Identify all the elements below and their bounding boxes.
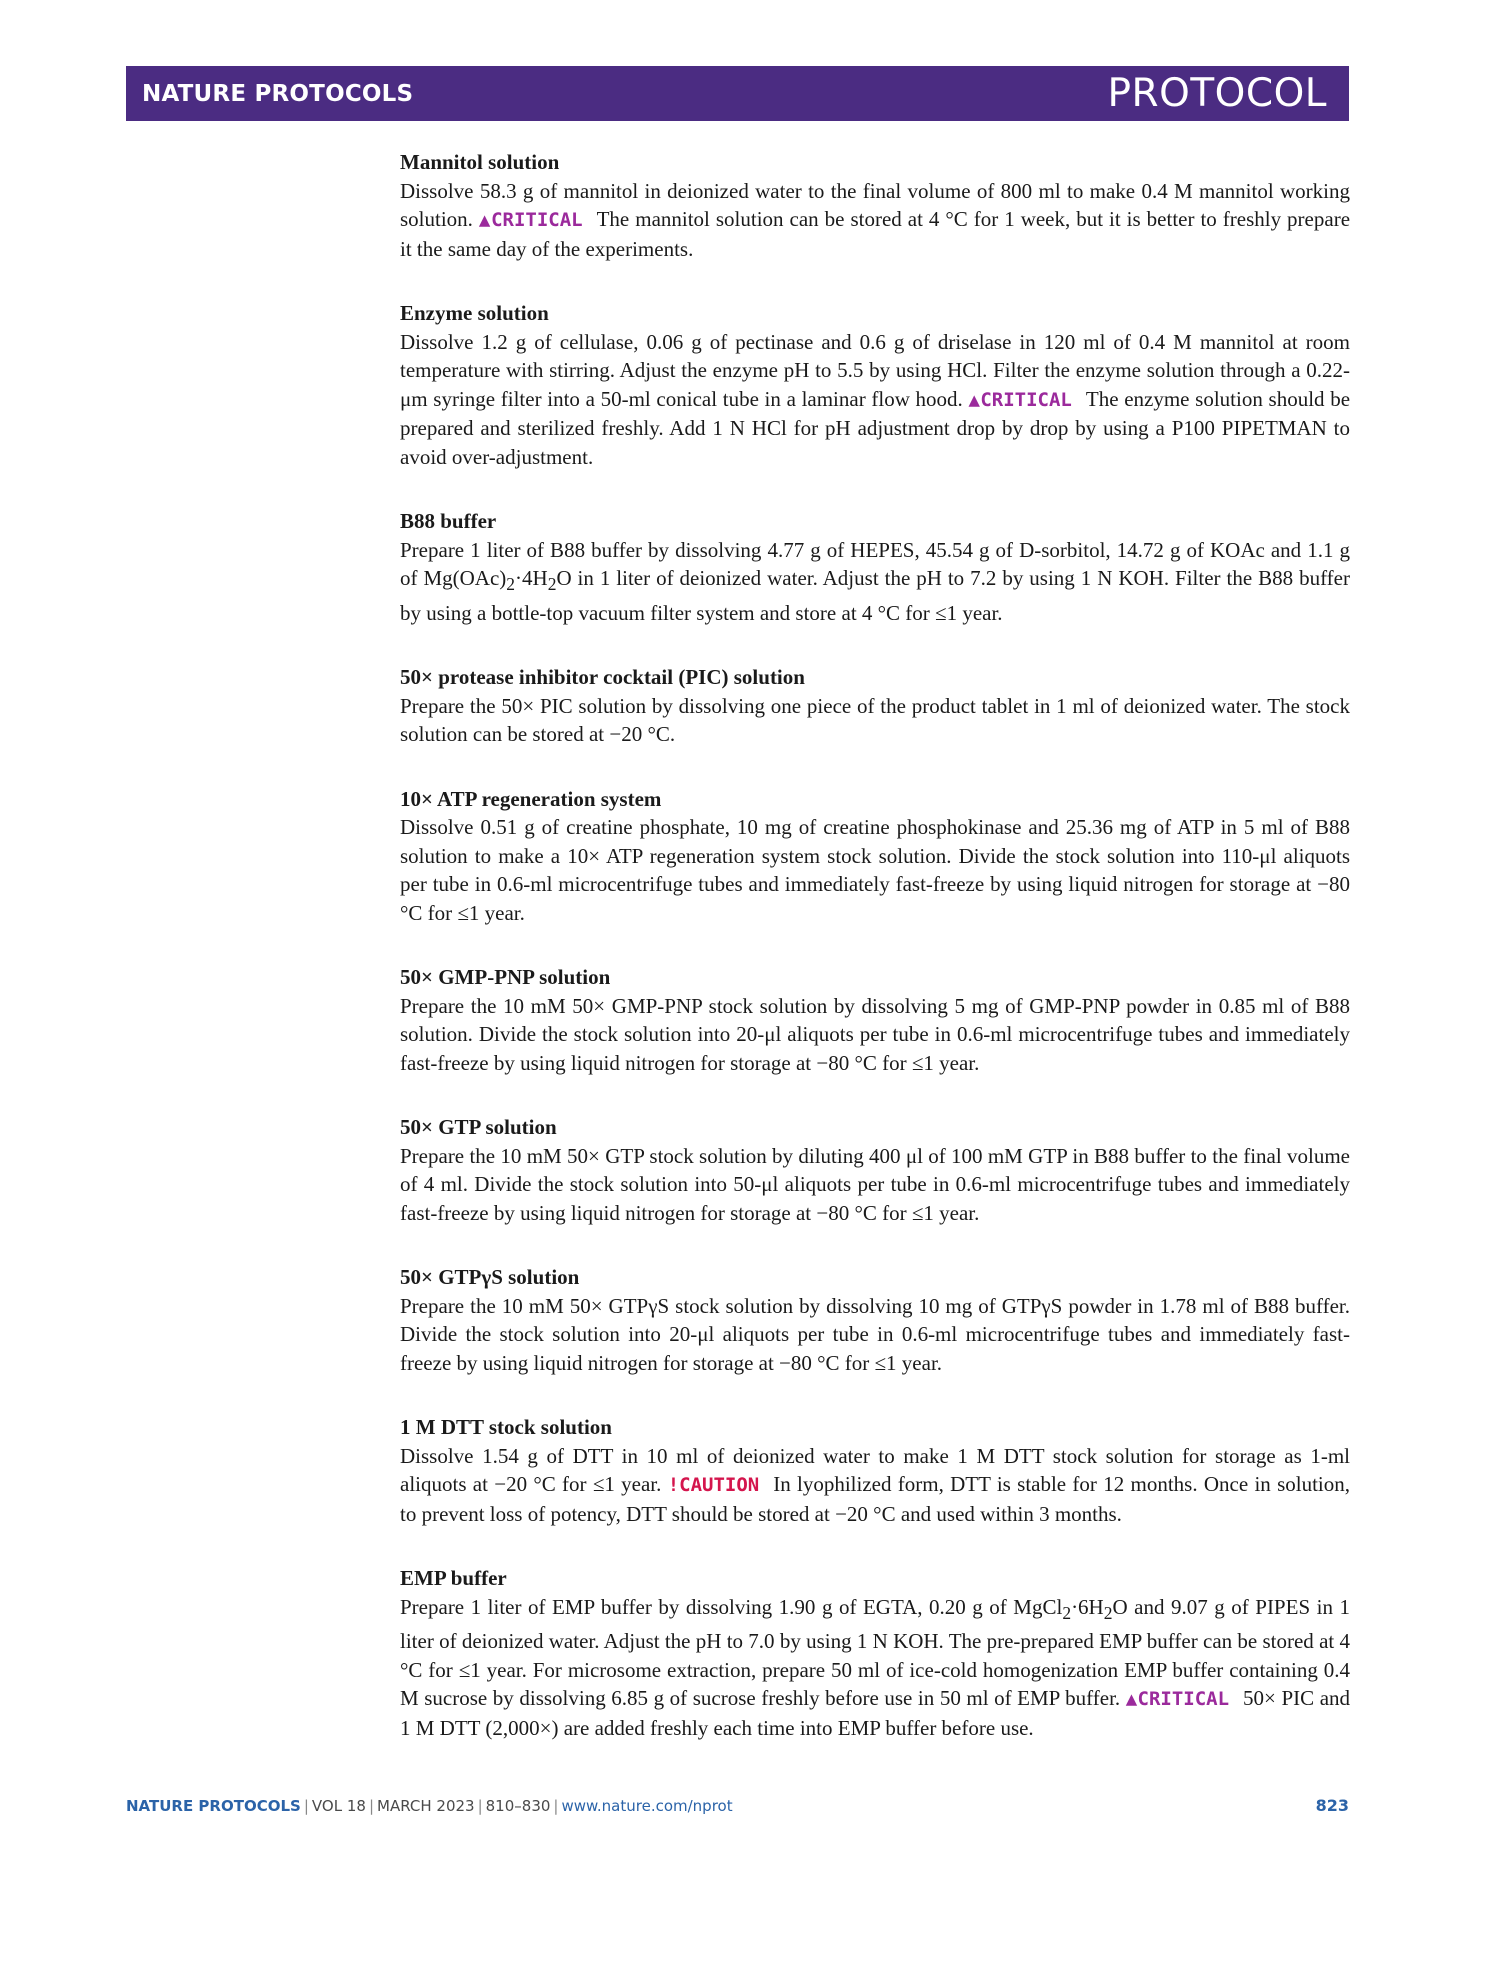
section-mannitol (400, 148, 1350, 263)
journal-header-bar (126, 66, 1349, 121)
journal-name: NATURE PROTOCOLS (142, 80, 414, 107)
body-text: The enzyme solution should be prepared and sterilized freshly. Add 1 N HCl for pH adjustment drop by drop by using a P100 PIPETMAN to avoid over-adjustment. (400, 386, 1351, 469)
section-title: 50× GTPγS solution (400, 1265, 580, 1290)
footer-volume: VOL 18 (311, 1796, 366, 1815)
section-atp (400, 785, 1350, 928)
section-title: 1 M DTT stock solution (400, 1415, 612, 1440)
section-title: Enzyme solution (400, 301, 549, 325)
body-text: Dissolve 1.2 g of cellulase, 0.06 g of pectinase and 0.6 g of driselase in 120 ml of 0.4 M mannitol at room temperature with stirring. Adjust the enzyme pH to 5.5 by using HCl. Filter the enzyme solution through a 0.22-μm syringe filter into a 50-ml conical tube in a laminar flow hood. (400, 329, 1350, 411)
footer-url-link[interactable]: www.nature.com/nprot (561, 1796, 733, 1815)
reagent-setup-content (400, 148, 1350, 1778)
caution-flag: !CAUTION (667, 1474, 760, 1497)
section-body: Prepare the 10 mM 50× GTP stock solution by diluting 400 μl of 100 mM GTP in B88 buffer to the final volume of 4 ml. Divide the stock solution into 50-μl aliquots per tube in 0.6-ml microcentrifuge tubes and immediately fast-freeze by using liquid nitrogen for storage at −80 °C for ≤1 year. (400, 1143, 1350, 1225)
section-title: Mannitol solution (400, 150, 560, 174)
body-text: Dissolve 58.3 g of mannitol in deionized water to the final volume of 800 ml to make 0.4 M mannitol working solution. (400, 178, 1350, 231)
footer-date: MARCH 2023 (377, 1796, 475, 1815)
footer-journal: NATURE PROTOCOLS (126, 1796, 301, 1815)
section-gtp (400, 1113, 1350, 1227)
section-gmp-pnp (400, 963, 1350, 1077)
page-footer (126, 1796, 1349, 1815)
section-gtpgs (400, 1263, 1350, 1377)
section-title: B88 buffer (400, 509, 497, 533)
section-title: EMP buffer (400, 1566, 507, 1591)
section-body: Dissolve 0.51 g of creatine phosphate, 10 mg of creatine phosphokinase and 25.36 mg of ATP in 5 ml of B88 solution to make a 10× ATP regeneration system stock solution. Divide the stock solution into 110-μl aliquots per tube in 0.6-ml microcentrifuge tubes and immediately fast-freeze by using liquid nitrogen for storage at −80 °C for ≤1 year. (400, 815, 1350, 925)
body-text: Dissolve 1.54 g of DTT in 10 ml of deionized water to make 1 M DTT stock solution for storage as 1-ml aliquots at −20 °C for ≤1 year. (400, 1443, 1350, 1497)
section-body: Prepare 1 liter of EMP buffer by dissolving 1.90 g of EGTA, 0.20 g of $MgCl_2\cdot 6H_2O$ and 9.07 g of PIPES in 1 liter of deionized water. Adjust the pH to 7.0 by using 1 N KOH. The pre-prepared EMP buffer can be stored at 4 °C for ≤1 year. For microsome extraction, prepare 50 ml of ice-cold homogenization EMP buffer containing 0.4 M sucrose by dissolving 6.85 g of sucrose freshly before use in 50 ml of EMP buffer. ▲CRITICAL 50× PIC and 1 M DTT (2,000×) are added freshly each time into EMP buffer before use. (400, 1594, 1351, 1740)
critical-flag: ▲CRITICAL (1125, 1688, 1230, 1711)
body-text: 50× PIC and 1 M DTT (2,000×) are added freshly each time into EMP buffer before use. (400, 1686, 1351, 1740)
critical-flag: ▲CRITICAL (478, 209, 583, 231)
section-pic (400, 663, 1350, 749)
section-title: 50× GMP-PNP solution (400, 965, 611, 990)
page-number: 823 (1315, 1796, 1349, 1815)
section-b88-buffer (400, 507, 1350, 627)
section-body: Prepare the 10 mM 50× GMP-PNP stock solution by dissolving 5 mg of GMP-PNP powder in 0.85 ml of B88 solution. Divide the stock solution into 20-μl aliquots per tube in 0.6-ml microcentrifuge tubes and immediately fast-freeze by using liquid nitrogen for storage at −80 °C for ≤1 year. (400, 993, 1350, 1075)
section-title: 50× GTP solution (400, 1115, 557, 1140)
body-text: In lyophilized form, DTT is stable for 12 months. Once in solution, to prevent loss of potency, DTT should be stored at −20 °C and used within 3 months. (400, 1472, 1351, 1526)
section-body (400, 1442, 1350, 1529)
body-text: The mannitol solution can be stored at 4 °C for 1 week, but it is better to freshly prepare it the same day of the experiments. (400, 207, 1351, 261)
section-body (400, 328, 1350, 472)
footer-pages: 810–830 (485, 1796, 551, 1815)
critical-flag: ▲CRITICAL (968, 388, 1072, 411)
section-body (400, 177, 1350, 264)
section-title: 10× ATP regeneration system (400, 786, 662, 811)
section-enzyme (400, 299, 1350, 471)
section-title: 50× protease inhibitor cocktail (PIC) solution (400, 665, 805, 690)
article-type: PROTOCOL (1107, 71, 1327, 116)
section-body: Prepare 1 liter of B88 buffer by dissolving 4.77 g of HEPES, 45.54 g of D-sorbitol, 14.72 g of KOAc and 1.1 g of $Mg(OAc)_2\cdot 4H_2O$ in 1 liter of deionized water. Adjust the pH to 7.2 by using 1 N KOH. Filter the B88 buffer by using a bottle-top vacuum filter system and store at 4 °C for ≤1 year. (400, 537, 1350, 625)
section-body: Prepare the 10 mM 50× GTPγS stock solution by dissolving 10 mg of GTPγS powder in 1.78 ml of B88 buffer. Divide the stock solution into 20-μl aliquots per tube in 0.6-ml microcentrifuge tubes and immediately fast-freeze by using liquid nitrogen for storage at −80 °C for ≤1 year. (400, 1293, 1350, 1375)
section-body: Prepare the 50× PIC solution by dissolving one piece of the product tablet in 1 ml of deionized water. The stock solution can be stored at −20 °C. (400, 693, 1350, 747)
footer-citation: NATURE PROTOCOLS | VOL 18 | MARCH 2023 | 810–830 | www.nature.com/nprot (126, 1796, 733, 1815)
section-emp-buffer (400, 1564, 1350, 1742)
section-dtt (400, 1413, 1350, 1528)
